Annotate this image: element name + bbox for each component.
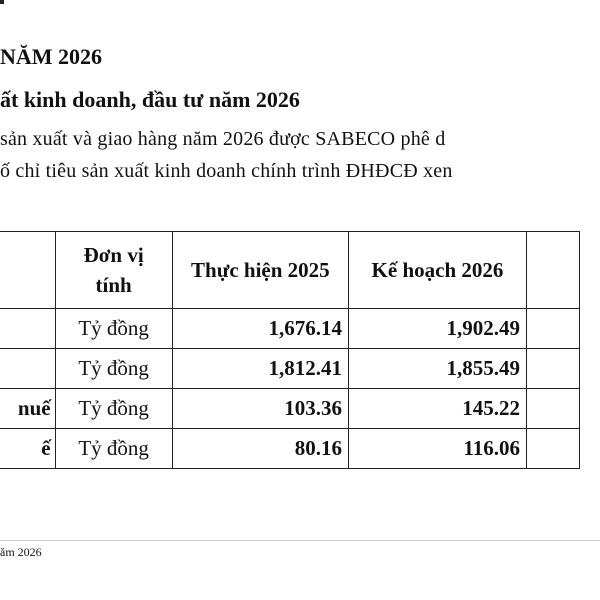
row-label: ế [0,429,55,469]
row-actual-2025: 103.36 [172,389,348,429]
row-extra [526,309,579,349]
row-unit: Tỷ đồng [55,389,172,429]
table-row [0,389,580,429]
row-plan-2026: 1,902.49 [348,309,526,349]
row-actual-2025: 80.16 [172,429,348,469]
row-label [0,349,55,389]
paragraph-line-1: sản xuất và giao hàng năm 2026 được SABECO phê d [0,128,446,150]
row-label: nuế [0,389,55,429]
header-extra [526,232,579,309]
row-unit: Tỷ đồng [55,429,172,469]
row-extra [526,389,579,429]
table-header-row [0,232,580,309]
row-extra [526,429,579,469]
row-label [0,309,55,349]
row-unit: Tỷ đồng [55,349,172,389]
table-row [0,349,580,389]
business-plan-table [0,231,580,469]
subsection-heading: ất kinh doanh, đầu tư năm 2026 [0,87,300,112]
row-plan-2026: 116.06 [348,429,526,469]
row-plan-2026: 1,855.49 [348,349,526,389]
footer-note: ăm 2026 [0,545,42,559]
row-actual-2025: 1,676.14 [172,309,348,349]
row-actual-2025: 1,812.41 [172,349,348,389]
row-plan-2026: 145.22 [348,389,526,429]
row-extra [526,349,579,389]
header-unit-label: Đơn vị tính [83,243,144,297]
corner-mark [0,0,4,4]
table-row [0,429,580,469]
header-unit [55,232,172,309]
header-actual-2025: Thực hiện 2025 [172,232,348,309]
section-heading: NĂM 2026 [0,44,103,69]
paragraph-line-2: ố chỉ tiêu sản xuất kinh doanh chính trình ĐHĐCĐ xen [0,160,453,182]
row-unit: Tỷ đồng [55,309,172,349]
footer-divider [0,540,600,541]
header-indicator [0,232,55,309]
table-row [0,309,580,349]
header-plan-2026: Kế hoạch 2026 [348,232,526,309]
